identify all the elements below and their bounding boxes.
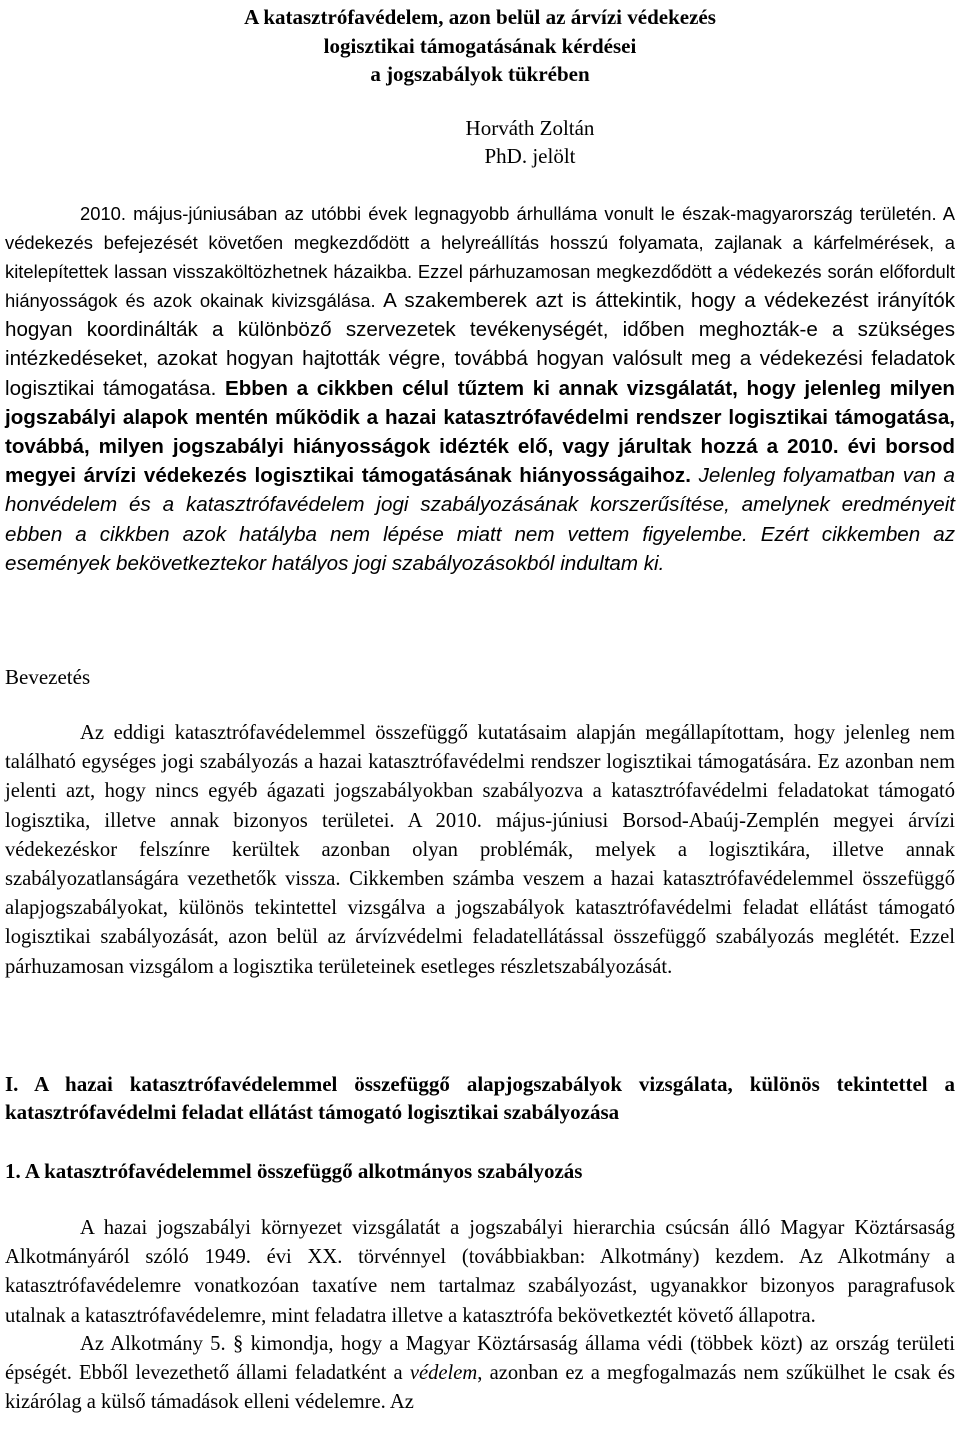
title-line-2: logisztikai támogatásának kérdései xyxy=(323,33,637,58)
title-line-3: a jogszabályok tükrében xyxy=(370,62,590,86)
intro-heading: Bevezetés xyxy=(5,665,91,689)
author-name: Horváth Zoltán xyxy=(465,116,595,140)
intro-paragraph: Az eddigi katasztrófavédelemmel összefüggő kutatásaim alapján megállapítottam, hogy jelenleg nem található egységes jogi szabályozás a hazai katasztrófavédelmi rendszer logisztikai támogatására. Ez azonban nem jelenti azt, hogy nincs egyéb ágazati jogszabályokban szabályozva a katasztrófavédelmi feladatokat támogató logisztika, illetve annak bizonyos területei. A 2010. május-júniusi Borsod-Abaúj-Zemplén megyei árvízi védekezéskor felszínre kerültek azonban olyan problémák, melyek a logisztikára, illetve annak szabályozatlanságára vezethetők vissza. Cikkemben számba veszem a hazai katasztrófavédelemmel összefüggő alapjogszabályokat, különös tekintettel vizsgálva a jogszabályok katasztrófavédelmi feladat ellátást támogató logisztikai szabályozását, azon belül az árvízvédelmi feladatellátással összefüggő szabályozás meglétét. Ezzel párhuzamosan vizsgálom a logisztika területeinek esetleges részletszabályozását. xyxy=(5,722,955,978)
abstract-part-4: Jelenleg folyamatban van a honvédelem és a katasztrófavédelem jogi szabályozásának korszerűsítése, amelynek eredményeit ebben a cikkben azok hatályba nem lépése miatt nem vettem figyelembe. Ezért cikkemben az események bekövetkeztekor hatályos jogi szabályozásokból indultam ki. xyxy=(5,464,955,575)
abstract-part-1: 2010. május-júniusában az utóbbi évek legnagyobb árhulláma vonult le észak-magyarország területén. A védekezés befejezését követően megkezdődött a helyreállítás hosszú folyamata, zajlanak a kárfelmérések, a kitelepítettek lassan visszaköltözhetnek házaikba. Ezzel párhuzamosan megkezdődött a védekezés során előfordult hiányosságok és azok okainak kivizsgálása. xyxy=(5,203,955,311)
paragraph-2-text-a: Az Alkotmány 5. § kimondja, hogy a Magyar Köztársaság állama védi (többek közt) az ország területi épségét. Ebből levezethető állami feladatként a xyxy=(5,1333,955,1385)
paragraph-2-text-b: , azonban ez a megfogalmazás nem szűkülhet le csak és kizárólag a külső támadások elleni védelemre. Az xyxy=(5,1362,956,1414)
author-degree: PhD. jelölt xyxy=(484,144,576,168)
abstract-part-3: Ebben a cikkben célul tűztem ki annak vizsgálatát, hogy jelenleg milyen jogszabályi alapok mentén működik a hazai katasztrófavédelmi rendszer logisztikai támogatása, továbbá, milyen jogszabályi hiányosságok idézték elő, vagy járultak hozzá a 2010. évi borsod megyei árvízi védekezés logisztikai támogatásának hiányosságaihoz. xyxy=(5,376,955,488)
abstract-part-2: A szakemberek azt is áttekintik, hogy a védekezést irányítók hogyan koordinálták a különböző szervezetek tevékenységét, időben meghozták-e a szükséges intézkedéseket, azokat hogyan hajtották végre, továbbá hogyan valósult meg a védekezési feladatok logisztikai támogatása. xyxy=(5,289,955,400)
subsection-1-heading: 1. A katasztrófavédelemmel összefüggő alkotmányos szabályozás xyxy=(5,1159,583,1183)
subsection-1-paragraph: A hazai jogszabályi környezet vizsgálatát a jogszabályi hierarchia csúcsán álló Magyar Köztársaság Alkotmányáról szóló 1949. évi XX. törvénnyel (továbbiakban: Alkotmány) kezdem. Az Alkotmány a katasztrófavédelemre vonatkozóan taxatíve nem tartalmaz szabályozást, ugyanakkor bizonyos paragrafusok utalnak a katasztrófavédelemre, mint feladatra illetve a katasztrófa bekövetkeztét követő állapotra. xyxy=(5,1217,955,1327)
paragraph-2-italic: védelem xyxy=(409,1362,478,1385)
chapter-1-heading: I. A hazai katasztrófavédelemmel összefüggő alapjogszabályok vizsgálata, különös tekintettel a katasztrófavédelmi feladat ellátást támogató logisztikai szabályozása xyxy=(5,1072,955,1124)
subsection-1-paragraph-2 xyxy=(5,1330,955,1418)
abstract-paragraph xyxy=(5,199,955,578)
document-title xyxy=(0,3,960,89)
title-line-1: A katasztrófavédelem, azon belül az árvízi védekezés xyxy=(244,5,716,29)
